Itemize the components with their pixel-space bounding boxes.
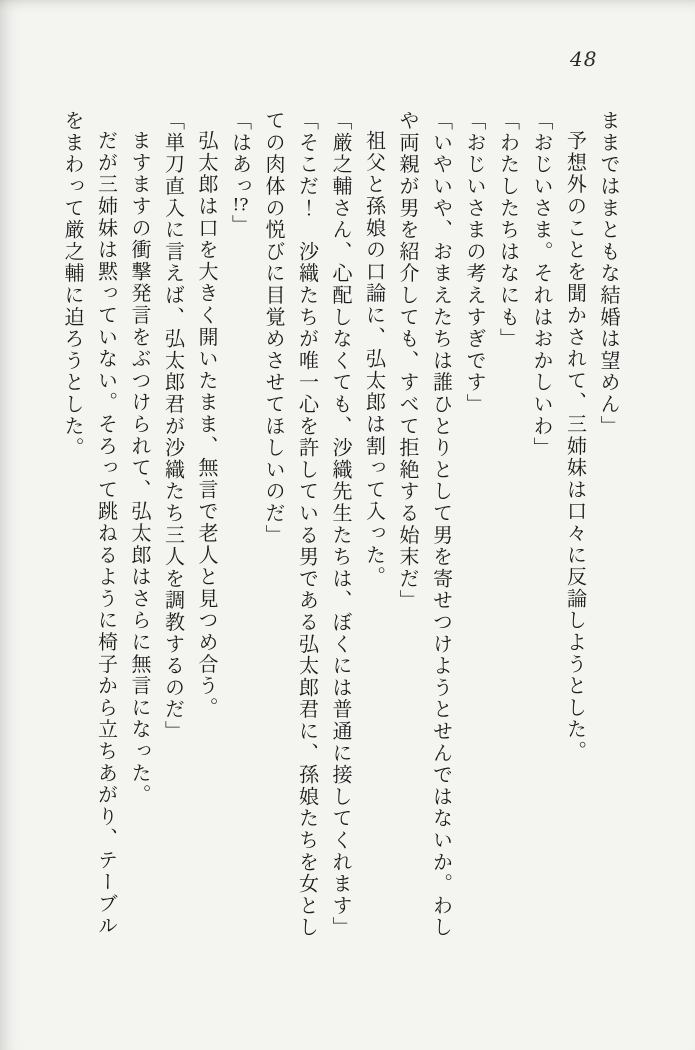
- paragraph: 予想外のことを聞かされて、三姉妹は口々に反論しようとした。: [563, 130, 588, 763]
- paragraph: だが三姉妹は黙っていない。そろって跳ねるように椅子から立ちあがり、テーブルをまわって厳之輔に迫ろうとした。: [61, 110, 119, 937]
- paragraph: ままではまともな結婚は望めん」: [597, 110, 621, 437]
- paragraph: 「はあっ!?」: [228, 110, 253, 237]
- body-text: [53, 110, 625, 948]
- paragraph: 「単刀直入に言えば、弘太郎君が沙織たち三人を調教するのだ」: [161, 110, 186, 743]
- paragraph: 「わたしたちはなにも」: [496, 110, 521, 350]
- paragraph: 「おじいさま。それはおかしいわ」: [530, 110, 554, 459]
- paragraph: 「そこだ！ 沙織たちが唯一心を許している男である弘太郎君に、孫娘たちを女としての肉体の悦びに目覚めさせてほしいのだ」: [262, 110, 320, 939]
- paragraph: 「おじいさまの考えすぎです」: [463, 110, 487, 416]
- tatechuyoko-text: !?: [232, 197, 249, 215]
- paragraph: 弘太郎は口を大きく開いたまま、無言で老人と見つめ合う。: [195, 130, 219, 719]
- paragraph: 「厳之輔さん、心配しなくても、沙織先生たちは、ぼくには普通に接してくれます」: [329, 110, 353, 939]
- paragraph: ますますの衝撃発言をぶつけられて、弘太郎はさらに無言になった。: [128, 130, 152, 806]
- page-number: 48: [570, 47, 598, 71]
- paragraph: 祖父と孫娘の口論に、弘太郎は割って入った。: [362, 130, 387, 588]
- paragraph: 「いやいや、おまえたちは誰ひとりとして男を寄せつけようとせんではないか。わしや両親が男を紹介しても、すべて拒絶する始末だ」: [396, 110, 454, 939]
